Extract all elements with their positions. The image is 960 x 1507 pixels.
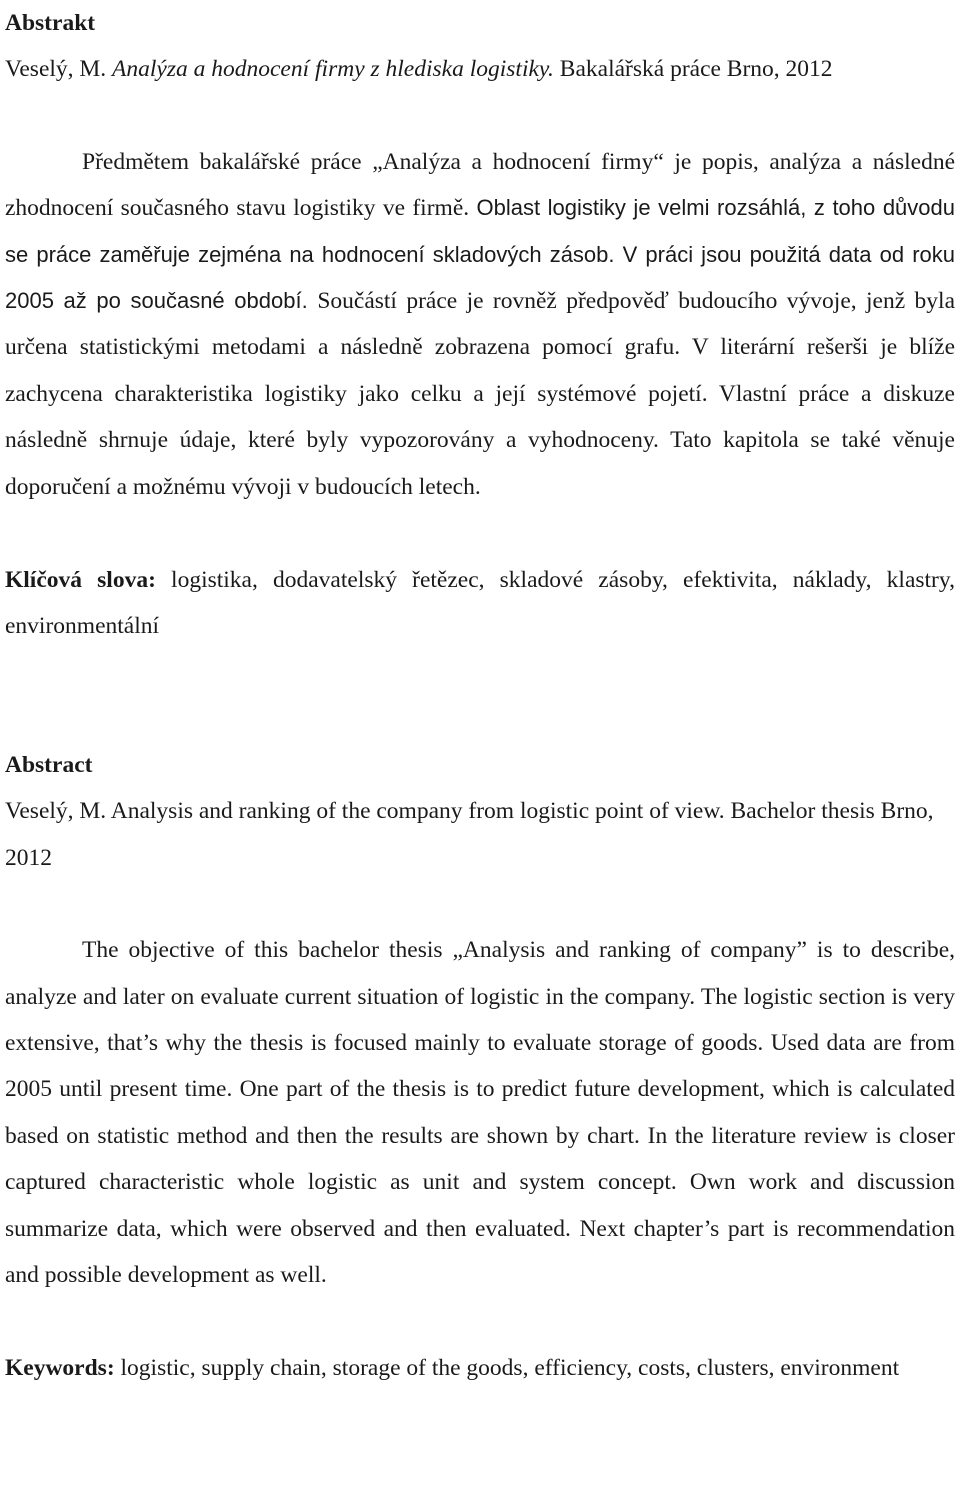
- english-abstract-text: The objective of this bachelor thesis „Analysis and ranking of company” is to describe, analyze and later on evaluate current situation of logistic in the company. The logistic section is very extensive, that’s why the thesis is focused mainly to evaluate storage of goods. Used data are from 2005 until present time. One part of the thesis is to predict future development, which is calculated based on statistic method and then the results are shown by chart. In the literature review is closer captured characteristic whole logistic as unit and system concept. Own work and discussion summarize data, which were observed and then evaluated. Next chapter’s part is recommendation and possible development as well.: [5, 937, 955, 1288]
- document-page: [5, 0, 955, 1392]
- czech-abstract-heading: Abstrakt: [5, 10, 96, 36]
- czech-abstract-text: [5, 139, 955, 510]
- czech-keywords: [5, 557, 955, 650]
- spacer: [5, 93, 955, 139]
- czech-citation-rest: Bakalářská práce Brno, 2012: [553, 56, 833, 83]
- english-keywords-text: logistic, supply chain, storage of the goods, efficiency, costs, clusters, environment: [114, 1355, 900, 1382]
- czech-keywords-label: Klíčová slova:: [5, 567, 156, 594]
- section-spacer: [5, 650, 955, 742]
- spacer: [5, 510, 955, 557]
- english-abstract-heading: Abstract: [5, 751, 93, 778]
- czech-abstract-part-1: Předmětem bakalářské práce „Analýza a hodnocení firmy“ je popis, analýza a následné zhodnocení současného stavu logistiky ve firmě.: [5, 148, 955, 222]
- czech-abstract-section: [5, 0, 955, 650]
- czech-citation: [5, 46, 955, 92]
- czech-citation-title: Analýza a hodnocení firmy z hlediska logistiky.: [112, 56, 554, 83]
- czech-citation-author: Veselý, M.: [5, 56, 113, 83]
- english-abstract-section: [5, 742, 955, 1392]
- english-keywords: [5, 1345, 955, 1391]
- english-citation: Veselý, M. Analysis and ranking of the company from logistic point of view. Bachelor thesis Brno, 2012: [5, 798, 934, 871]
- spacer: [5, 881, 955, 927]
- spacer: [5, 1298, 955, 1345]
- czech-keywords-text: logistika, dodavatelský řetězec, skladové zásoby, efektivita, náklady, klastry, environmentální: [5, 567, 955, 640]
- czech-abstract-part-2: Oblast logistiky je velmi rozsáhlá, z toho důvodu se práce zaměřuje zejména na hodnocení skladových zásob. V práci jsou použitá data od roku 2005 až po současné období.: [5, 195, 956, 314]
- czech-abstract-part-3: Součástí práce je rovněž předpověď budoucího vývoje, jenž byla určena statistickými metodami a následně zobrazena pomocí grafu. V literární rešerši je blíže zachycena charakteristika logistiky jako celku a její systémové pojetí. Vlastní práce a diskuze následně shrnuje údaje, které byly vypozorovány a vyhodnoceny. Tato kapitola se také věnuje doporučení a možnému vývoji v budoucích letech.: [5, 288, 956, 500]
- english-keywords-label: Keywords:: [5, 1355, 115, 1382]
